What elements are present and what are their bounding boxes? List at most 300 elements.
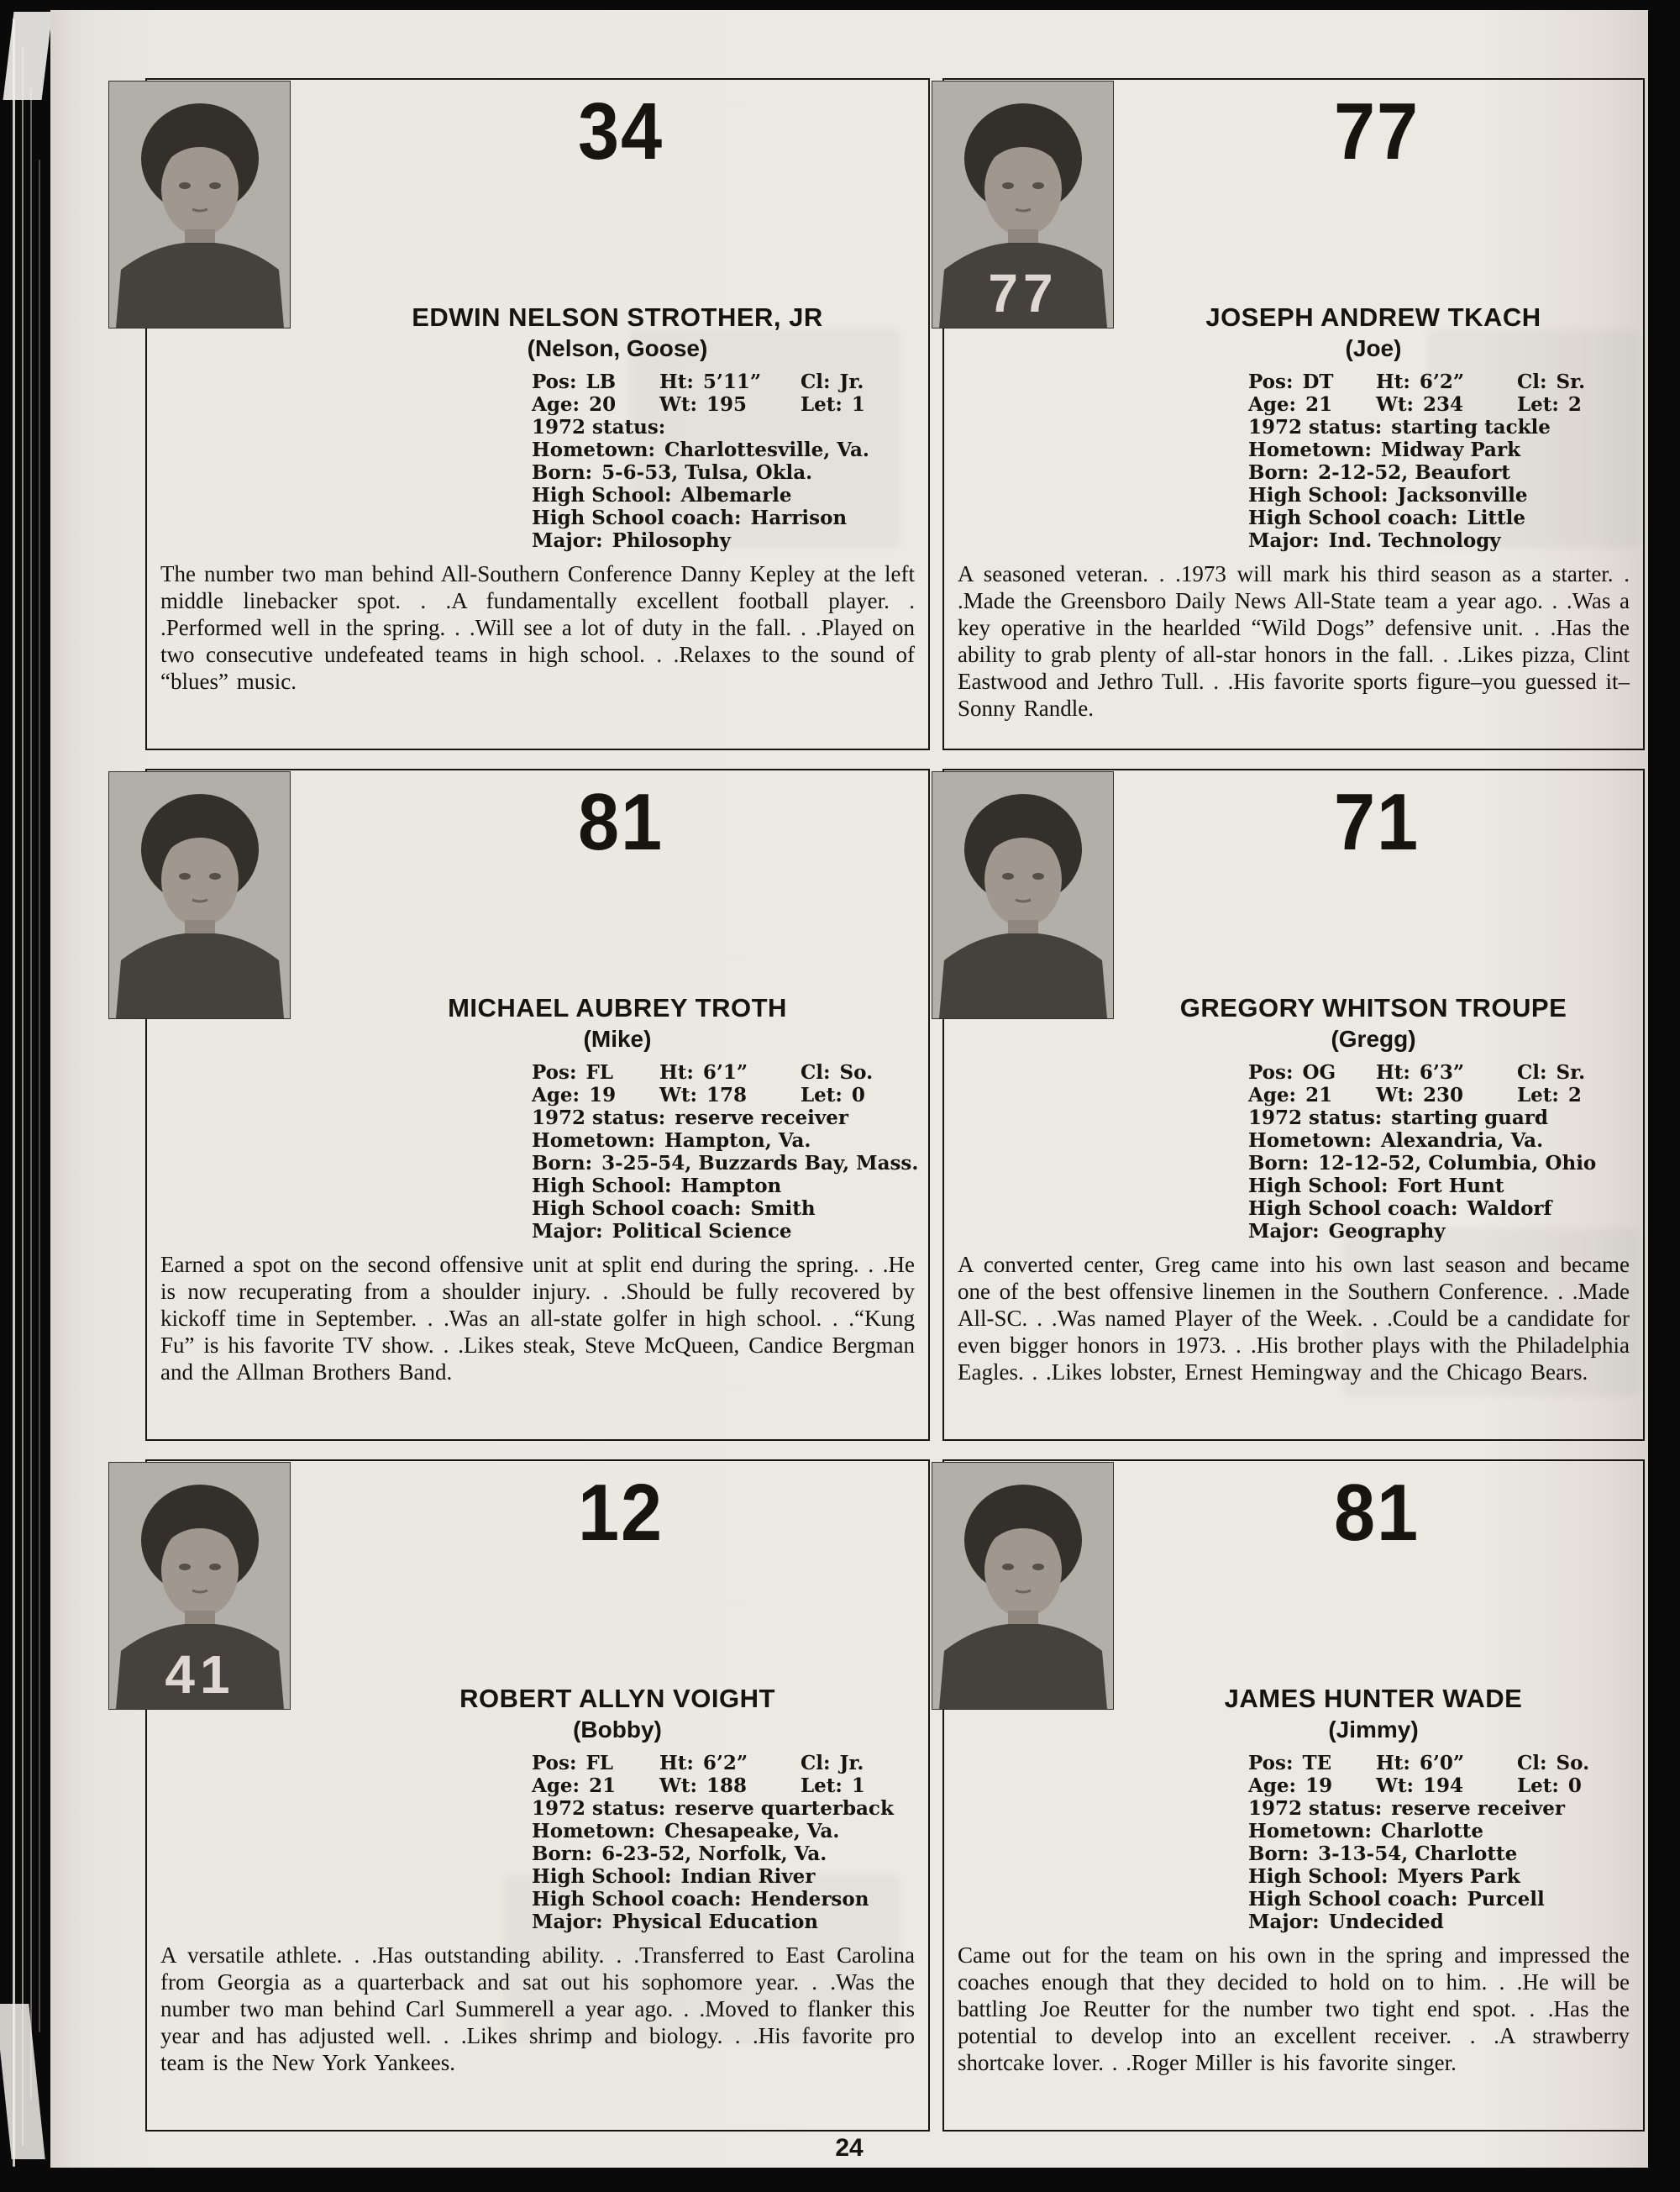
- stat-label-born: Born:: [532, 461, 593, 484]
- player-bio: Came out for the team on his own in the spring and impressed the coaches enough that they decided to hold on to him. . .He will be battling Joe Reutter for the number two tight end spot. . .Has the potential to develop into an excellent receiver. . .A strawberry shortcake lover. . .Roger Miller is his favorite singer.: [958, 1942, 1630, 2075]
- stat-value-hs-coach: Waldorf: [1467, 1197, 1552, 1220]
- jersey-number: 81: [1334, 1468, 1420, 1558]
- stat-let: [801, 1084, 923, 1107]
- stat-label-hs-coach: High School coach:: [1248, 507, 1458, 529]
- stat-label-status: 1972 status:: [532, 1797, 666, 1820]
- portrait-photo-svg: [932, 772, 1113, 1018]
- stat-value-ht: 6’2”: [702, 1752, 748, 1774]
- eye: [1002, 873, 1014, 880]
- stat-wt: [659, 1774, 801, 1797]
- player-cards-grid: [145, 78, 1645, 2132]
- stat-ht: [659, 371, 801, 393]
- stat-value-major: Philosophy: [612, 529, 731, 552]
- stat-label-ht: Ht:: [659, 1061, 694, 1084]
- stat-label-cl: Cl:: [1517, 1752, 1547, 1774]
- stat-label-cl: Cl:: [1517, 371, 1547, 393]
- stat-cl: [801, 1061, 923, 1084]
- stat-value-pos: LB: [585, 371, 617, 393]
- player-nickname: (Jimmy): [1328, 1716, 1419, 1743]
- eye: [209, 873, 221, 880]
- stat-value-cl: Jr.: [839, 371, 864, 393]
- scanned-page: [50, 10, 1648, 2168]
- stat-label-age: Age:: [1248, 1084, 1297, 1107]
- eye: [1002, 182, 1014, 189]
- stat-label-status: 1972 status:: [1248, 1797, 1383, 1820]
- stat-hs-coach: [1248, 1197, 1638, 1220]
- stat-let: [801, 1774, 923, 1797]
- stat-row: [1248, 1774, 1638, 1797]
- stat-major: [532, 1220, 923, 1243]
- stat-value-let: 0: [851, 1084, 865, 1107]
- stat-label-status: 1972 status:: [1248, 1107, 1383, 1129]
- stat-label-hometown: Hometown:: [532, 1820, 656, 1842]
- stat-value-age: 21: [1305, 1084, 1333, 1107]
- face: [161, 1523, 239, 1617]
- stat-major: [1248, 1911, 1638, 1933]
- stat-label-hometown: Hometown:: [1248, 439, 1373, 461]
- stat-label-ht: Ht:: [1376, 1752, 1410, 1774]
- stat-value-status: reserve quarterback: [675, 1797, 894, 1820]
- stat-value-major: Geography: [1328, 1220, 1446, 1243]
- stat-value-ht: 6’3”: [1419, 1061, 1465, 1084]
- player-name: EDWIN NELSON STROTHER, JR: [412, 302, 823, 332]
- player-photo: [932, 81, 1113, 328]
- player-photo: [932, 1463, 1113, 1709]
- stat-value-major: Ind. Technology: [1328, 529, 1501, 552]
- player-stats: [1248, 1752, 1638, 1933]
- player-stats: [532, 1752, 923, 1933]
- stat-row: [1248, 1752, 1638, 1774]
- stat-value-hometown: Alexandria, Va.: [1381, 1129, 1544, 1152]
- scan-border-top: [0, 0, 1680, 10]
- stat-label-let: Let:: [1517, 1084, 1559, 1107]
- stat-status: [532, 1107, 923, 1129]
- stat-status: [1248, 416, 1638, 439]
- stat-label-hs-coach: High School coach:: [532, 1197, 742, 1220]
- stat-let: [801, 393, 923, 416]
- page-stack-line: [39, 160, 40, 2032]
- stat-wt: [1376, 1084, 1517, 1107]
- player-card: [145, 769, 930, 1441]
- stat-let: [1517, 1084, 1638, 1107]
- stat-value-let: 2: [1567, 393, 1582, 416]
- stat-value-ht: 6’0”: [1419, 1752, 1465, 1774]
- stat-value-major: Political Science: [612, 1220, 792, 1243]
- face: [984, 1523, 1062, 1617]
- stat-label-let: Let:: [801, 1084, 843, 1107]
- stat-major: [532, 529, 923, 552]
- stat-label-age: Age:: [532, 393, 580, 416]
- face: [161, 833, 239, 927]
- stat-value-wt: 188: [706, 1774, 747, 1797]
- stat-value-major: Physical Education: [612, 1911, 819, 1933]
- stat-value-hs-coach: Little: [1467, 507, 1526, 529]
- stat-label-major: Major:: [532, 1220, 603, 1243]
- stat-value-wt: 234: [1422, 393, 1463, 416]
- stat-value-wt: 195: [706, 393, 747, 416]
- stat-label-cl: Cl:: [801, 371, 831, 393]
- player-name: ROBERT ALLYN VOIGHT: [459, 1684, 775, 1713]
- stat-hs-coach: [1248, 1888, 1638, 1911]
- stat-value-age: 19: [589, 1084, 617, 1107]
- stat-label-cl: Cl:: [801, 1752, 831, 1774]
- page-stack-line: [30, 88, 32, 2100]
- stat-hometown: [1248, 1129, 1638, 1152]
- stat-label-hs-coach: High School coach:: [1248, 1888, 1458, 1911]
- stat-value-high-school: Jacksonville: [1397, 484, 1528, 507]
- stat-value-hometown: Chesapeake, Va.: [664, 1820, 840, 1842]
- stat-label-major: Major:: [1248, 529, 1320, 552]
- stat-label-major: Major:: [532, 1911, 603, 1933]
- stat-label-age: Age:: [1248, 393, 1297, 416]
- stat-high-school: [1248, 1175, 1638, 1197]
- stat-high-school: [1248, 1865, 1638, 1888]
- stat-value-hometown: Hampton, Va.: [664, 1129, 811, 1152]
- stat-wt: [1376, 1774, 1517, 1797]
- jersey-number: 77: [1334, 87, 1420, 176]
- stat-label-high-school: High School:: [532, 1175, 672, 1197]
- stat-value-wt: 194: [1422, 1774, 1463, 1797]
- stat-label-wt: Wt:: [659, 1774, 697, 1797]
- stat-value-cl: Sr.: [1556, 1061, 1586, 1084]
- eye: [209, 182, 221, 189]
- stat-label-hometown: Hometown:: [532, 1129, 656, 1152]
- stat-value-let: 2: [1567, 1084, 1582, 1107]
- stat-value-born: 2-12-52, Beaufort: [1318, 461, 1510, 484]
- stat-row: [1248, 1084, 1638, 1107]
- portrait-photo-svg: [932, 1463, 1113, 1709]
- player-card: [145, 78, 930, 750]
- stat-pos: [532, 1061, 659, 1084]
- stat-label-ht: Ht:: [1376, 371, 1410, 393]
- stat-label-hs-coach: High School coach:: [1248, 1197, 1458, 1220]
- stat-label-wt: Wt:: [659, 1084, 697, 1107]
- stat-cl: [1517, 1752, 1638, 1774]
- eye: [179, 182, 191, 189]
- stat-label-age: Age:: [532, 1774, 580, 1797]
- stat-value-hs-coach: Henderson: [750, 1888, 869, 1911]
- jersey-number: 34: [578, 87, 664, 176]
- stat-ht: [1376, 1061, 1517, 1084]
- eye: [179, 873, 191, 880]
- stat-age: [532, 1774, 659, 1797]
- stat-let: [1517, 1774, 1638, 1797]
- scan-border-bottom: [0, 2168, 1680, 2192]
- player-bio: A versatile athlete. . .Has outstanding ability. . .Transferred to East Carolina from Georgia as a quarterback and sat out his sophomore year. . .Was the number two man behind Carl Summerell a year ago. . .Moved to flanker this year and has adjusted well. . .Likes shrimp and biology. . .His favorite pro team is the New York Yankees.: [160, 1942, 915, 2075]
- stat-value-born: 3-13-54, Charlotte: [1318, 1842, 1518, 1865]
- stat-row: [1248, 1061, 1638, 1084]
- book-edge: [0, 0, 50, 2192]
- stat-status: [1248, 1797, 1638, 1820]
- stat-label-born: Born:: [1248, 1152, 1310, 1175]
- stat-value-hs-coach: Smith: [750, 1197, 816, 1220]
- stat-value-ht: 6’2”: [1419, 371, 1465, 393]
- stat-label-wt: Wt:: [1376, 1084, 1414, 1107]
- page-stack-line: [22, 46, 24, 2146]
- stat-hs-coach: [1248, 507, 1638, 529]
- eye: [1032, 1564, 1044, 1570]
- stat-label-hs-coach: High School coach:: [532, 507, 742, 529]
- stat-row: [532, 1774, 923, 1797]
- stat-value-born: 12-12-52, Columbia, Ohio: [1318, 1152, 1597, 1175]
- eye: [209, 1564, 221, 1570]
- stat-label-pos: Pos:: [1248, 1061, 1294, 1084]
- stat-label-born: Born:: [532, 1842, 593, 1865]
- stat-cl: [1517, 371, 1638, 393]
- stat-let: [1517, 393, 1638, 416]
- stat-value-pos: OG: [1302, 1061, 1336, 1084]
- player-nickname: (Mike): [583, 1026, 652, 1052]
- player-photo: [109, 1463, 290, 1709]
- player-photo: [109, 772, 290, 1018]
- stat-value-status: reserve receiver: [1391, 1797, 1565, 1820]
- stat-label-major: Major:: [1248, 1911, 1320, 1933]
- player-photo: [109, 81, 290, 328]
- stat-label-hs-coach: High School coach:: [532, 1888, 742, 1911]
- stat-label-pos: Pos:: [532, 371, 577, 393]
- player-photo: [932, 772, 1113, 1018]
- page-edge-glare: [3, 12, 53, 100]
- stat-label-ht: Ht:: [659, 1752, 694, 1774]
- stat-high-school: [1248, 484, 1638, 507]
- player-nickname: (Gregg): [1331, 1026, 1416, 1052]
- stat-born: [532, 1842, 923, 1865]
- stat-cl: [801, 1752, 923, 1774]
- player-bio: Earned a spot on the second offensive unit at split end during the spring. . .He is now recuperating from a shoulder injury. . .Should be fully recovered by kickoff time in September. . .Was an all-state golfer in high school. . .“Kung Fu” is his favorite TV show. . .Likes steak, Steve McQueen, Candice Bergman and the Allman Brothers Band.: [160, 1252, 915, 1385]
- stat-pos: [1248, 1752, 1376, 1774]
- stat-row: [532, 393, 923, 416]
- stat-value-ht: 5’11”: [702, 371, 762, 393]
- scan-border-right: [1648, 0, 1680, 2192]
- stat-label-high-school: High School:: [1248, 1865, 1389, 1888]
- stat-born: [532, 1152, 923, 1175]
- stat-label-high-school: High School:: [1248, 1175, 1389, 1197]
- player-nickname: (Nelson, Goose): [527, 335, 708, 361]
- stat-hometown: [1248, 1820, 1638, 1842]
- stat-hs-coach: [532, 1888, 923, 1911]
- stat-wt: [659, 1084, 801, 1107]
- eye: [179, 1564, 191, 1570]
- player-name: GREGORY WHITSON TROUPE: [1179, 993, 1567, 1022]
- stat-row: [1248, 371, 1638, 393]
- stat-value-cl: So.: [839, 1061, 874, 1084]
- stat-value-pos: FL: [585, 1061, 613, 1084]
- stat-label-born: Born:: [1248, 461, 1310, 484]
- stat-label-wt: Wt:: [659, 393, 697, 416]
- stat-born: [1248, 1152, 1638, 1175]
- stat-label-high-school: High School:: [1248, 484, 1389, 507]
- stat-value-born: 5-6-53, Tulsa, Okla.: [601, 461, 813, 484]
- stat-row: [532, 371, 923, 393]
- stat-value-high-school: Fort Hunt: [1397, 1175, 1504, 1197]
- stat-value-high-school: Indian River: [680, 1865, 816, 1888]
- stat-hometown: [532, 439, 923, 461]
- player-stats: [1248, 1061, 1638, 1243]
- stat-pos: [532, 1752, 659, 1774]
- stat-value-high-school: Myers Park: [1397, 1865, 1520, 1888]
- page-number: 24: [835, 2134, 864, 2162]
- stat-value-born: 3-25-54, Buzzards Bay, Mass.: [601, 1152, 919, 1175]
- player-card: [145, 1459, 930, 2132]
- stat-label-pos: Pos:: [532, 1061, 577, 1084]
- stat-value-wt: 178: [706, 1084, 747, 1107]
- stat-hs-coach: [532, 1197, 923, 1220]
- jersey-number: 81: [578, 777, 664, 867]
- player-stats: [1248, 371, 1638, 552]
- stat-label-born: Born:: [532, 1152, 593, 1175]
- stat-high-school: [532, 1175, 923, 1197]
- stat-label-hometown: Hometown:: [1248, 1129, 1373, 1152]
- player-stats: [532, 1061, 923, 1243]
- photo-jersey-number: 41: [165, 1644, 235, 1705]
- stat-value-hs-coach: Purcell: [1467, 1888, 1545, 1911]
- stat-born: [1248, 1842, 1638, 1865]
- stat-label-ht: Ht:: [659, 371, 694, 393]
- face: [984, 833, 1062, 927]
- stat-ht: [1376, 1752, 1517, 1774]
- stat-label-cl: Cl:: [1517, 1061, 1547, 1084]
- stat-age: [1248, 1774, 1376, 1797]
- stat-value-let: 0: [1567, 1774, 1582, 1797]
- portrait-photo-svg: [109, 772, 290, 1018]
- stat-value-pos: DT: [1302, 371, 1334, 393]
- face: [984, 142, 1062, 236]
- stat-value-cl: Jr.: [839, 1752, 864, 1774]
- stat-hometown: [532, 1129, 923, 1152]
- stat-wt: [659, 393, 801, 416]
- stat-value-high-school: Albemarle: [680, 484, 792, 507]
- stat-pos: [1248, 1061, 1376, 1084]
- stat-row: [532, 1752, 923, 1774]
- stat-hometown: [1248, 439, 1638, 461]
- stat-label-high-school: High School:: [532, 484, 672, 507]
- stat-label-born: Born:: [1248, 1842, 1310, 1865]
- stat-age: [1248, 1084, 1376, 1107]
- stat-label-pos: Pos:: [532, 1752, 577, 1774]
- stat-row: [532, 1084, 923, 1107]
- stat-label-status: 1972 status:: [532, 1107, 666, 1129]
- stat-label-hometown: Hometown:: [1248, 1820, 1373, 1842]
- stat-status: [532, 1797, 923, 1820]
- stat-label-let: Let:: [1517, 393, 1559, 416]
- stat-value-ht: 6’1”: [702, 1061, 748, 1084]
- stat-label-wt: Wt:: [1376, 1774, 1414, 1797]
- eye: [1002, 1564, 1014, 1570]
- stat-cl: [1517, 1061, 1638, 1084]
- player-name: JAMES HUNTER WADE: [1224, 1684, 1523, 1713]
- stat-value-hometown: Charlottesville, Va.: [664, 439, 869, 461]
- stat-born: [532, 461, 923, 484]
- stat-ht: [659, 1752, 801, 1774]
- player-card: [942, 1459, 1645, 2132]
- stat-value-major: Undecided: [1328, 1911, 1444, 1933]
- stat-label-age: Age:: [1248, 1774, 1297, 1797]
- stat-value-age: 21: [589, 1774, 617, 1797]
- stat-label-major: Major:: [532, 529, 603, 552]
- player-name: JOSEPH ANDREW TKACH: [1205, 302, 1541, 332]
- player-bio: The number two man behind All-Southern Conference Danny Kepley at the left middle linebacker spot. . .A fundamentally excellent football player. . .Performed well in the spring. . .Will see a lot of duty in the fall. . .Played on two consecutive undefeated teams in high school. . .Relaxes to the sound of “blues” music.: [160, 561, 915, 694]
- stat-value-born: 6-23-52, Norfolk, Va.: [601, 1842, 827, 1865]
- stat-major: [532, 1911, 923, 1933]
- stat-label-high-school: High School:: [532, 1865, 672, 1888]
- page-stack-line: [13, 18, 15, 2167]
- stat-label-hometown: Hometown:: [532, 439, 656, 461]
- stat-value-pos: TE: [1302, 1752, 1332, 1774]
- stat-ht: [1376, 371, 1517, 393]
- stat-high-school: [532, 1865, 923, 1888]
- stat-value-pos: FL: [585, 1752, 613, 1774]
- stat-value-hometown: Charlotte: [1381, 1820, 1484, 1842]
- stat-label-pos: Pos:: [1248, 1752, 1294, 1774]
- stat-high-school: [532, 484, 923, 507]
- stat-wt: [1376, 393, 1517, 416]
- stat-row: [1248, 393, 1638, 416]
- stat-major: [1248, 529, 1638, 552]
- stat-age: [1248, 393, 1376, 416]
- stat-value-cl: So.: [1556, 1752, 1590, 1774]
- player-nickname: (Joe): [1345, 335, 1402, 361]
- stat-value-age: 19: [1305, 1774, 1333, 1797]
- photo-jersey-number: 77: [988, 263, 1058, 323]
- stat-value-high-school: Hampton: [680, 1175, 782, 1197]
- player-bio: A converted center, Greg came into his own last season and became one of the best offensive linemen in the Southern Conference. . .Made All-SC. . .Was named Player of the Week. . .Could be a candidate for even bigger honors in 1973. . .His brother plays with the Philadelphia Eagles. . .Likes lobster, Ernest Hemingway and the Chicago Bears.: [958, 1252, 1630, 1385]
- stat-age: [532, 393, 659, 416]
- stat-label-status: 1972 status:: [1248, 416, 1383, 439]
- stat-value-status: starting tackle: [1391, 416, 1551, 439]
- portrait-photo-svg: [109, 1463, 290, 1709]
- face: [161, 142, 239, 236]
- eye: [1032, 182, 1044, 189]
- stat-born: [1248, 461, 1638, 484]
- player-card: [942, 78, 1645, 750]
- stat-value-wt: 230: [1422, 1084, 1463, 1107]
- stat-value-hometown: Midway Park: [1381, 439, 1521, 461]
- player-bio: A seasoned veteran. . .1973 will mark his third season as a starter. . .Made the Greensboro Daily News All-State team a year ago. . .Was a key operative in the hearlded “Wild Dogs” defensive unit. . .Has the ability to grab plenty of all-star honors in the fall. . .Likes pizza, Clint Eastwood and Jethro Tull. . .His favorite sports figure–you guessed it–Sonny Randle.: [958, 561, 1630, 721]
- stat-label-let: Let:: [801, 393, 843, 416]
- stat-value-status: reserve receiver: [675, 1107, 848, 1129]
- stat-row: [532, 1061, 923, 1084]
- stat-label-pos: Pos:: [1248, 371, 1294, 393]
- stat-label-major: Major:: [1248, 1220, 1320, 1243]
- stat-label-cl: Cl:: [801, 1061, 831, 1084]
- stat-value-let: 1: [851, 1774, 865, 1797]
- stat-value-let: 1: [851, 393, 865, 416]
- portrait-photo-svg: [932, 81, 1113, 328]
- player-name: MICHAEL AUBREY TROTH: [448, 993, 787, 1022]
- stat-label-let: Let:: [1517, 1774, 1559, 1797]
- player-card: [942, 769, 1645, 1441]
- stat-age: [532, 1084, 659, 1107]
- stat-major: [1248, 1220, 1638, 1243]
- stat-status: [1248, 1107, 1638, 1129]
- stat-status: [532, 416, 923, 439]
- jersey-number: 71: [1334, 777, 1420, 867]
- stat-hometown: [532, 1820, 923, 1842]
- stat-label-ht: Ht:: [1376, 1061, 1410, 1084]
- stat-label-wt: Wt:: [1376, 393, 1414, 416]
- stat-value-cl: Sr.: [1556, 371, 1586, 393]
- stat-label-status: 1972 status:: [532, 416, 666, 439]
- player-nickname: (Bobby): [573, 1716, 662, 1743]
- eye: [1032, 873, 1044, 880]
- stat-pos: [1248, 371, 1376, 393]
- stat-label-age: Age:: [532, 1084, 580, 1107]
- player-stats: [532, 371, 923, 552]
- jersey-number: 12: [578, 1468, 664, 1558]
- stat-hs-coach: [532, 507, 923, 529]
- stat-ht: [659, 1061, 801, 1084]
- stat-value-age: 20: [589, 393, 617, 416]
